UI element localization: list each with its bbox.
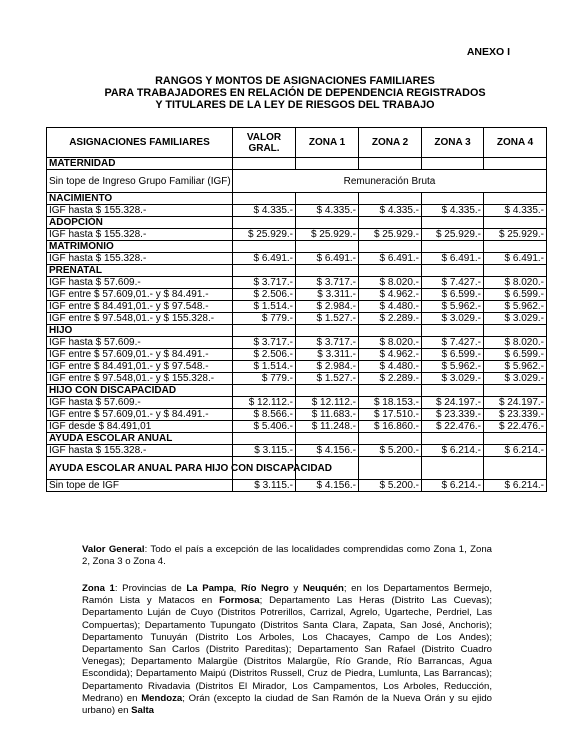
table-row: [47, 397, 547, 409]
value-cell: $ 11.248.-: [296, 421, 359, 433]
value-cell: $ 8.020.-: [359, 337, 422, 349]
column-header: VALOR GRAL.: [233, 128, 296, 158]
empty-cell: [422, 241, 484, 253]
value-cell: $ 8.020.-: [484, 337, 547, 349]
empty-cell: [422, 265, 484, 277]
row-label: IGF hasta $ 155.328.-: [47, 445, 233, 457]
table-row: [47, 361, 547, 373]
section-row: [47, 385, 547, 397]
value-cell: $ 25.929.-: [296, 229, 359, 241]
value-cell: $ 23.339.-: [484, 409, 547, 421]
empty-cell: [484, 457, 547, 480]
value-cell: $ 8.020.-: [484, 277, 547, 289]
section-label: MATERNIDAD: [47, 158, 233, 170]
row-label: IGF entre $ 84.491,01.- y $ 97.548.-: [47, 301, 233, 313]
note-text: ; en los Departamentos Bermejo, Ramón Lista y Matacos en: [82, 583, 492, 607]
place-name: Mendoza: [141, 692, 183, 704]
merged-value-cell: Remuneración Bruta: [233, 170, 547, 193]
value-cell: $ 25.929.-: [422, 229, 484, 241]
value-cell: $ 6.214.-: [422, 480, 484, 492]
value-cell: $ 1.514.-: [233, 361, 296, 373]
table-row: [47, 253, 547, 265]
empty-cell: [359, 241, 422, 253]
value-cell: $ 6.491.-: [422, 253, 484, 265]
empty-cell: [296, 433, 359, 445]
value-cell: $ 6.491.-: [359, 253, 422, 265]
empty-cell: [296, 385, 359, 397]
value-cell: $ 6.599.-: [422, 349, 484, 361]
value-cell: $ 22.476.-: [422, 421, 484, 433]
section-row: [47, 433, 547, 445]
value-cell: $ 4.335.-: [359, 205, 422, 217]
value-cell: $ 8.020.-: [359, 277, 422, 289]
value-cell: $ 24.197.-: [484, 397, 547, 409]
value-cell: $ 25.929.-: [359, 229, 422, 241]
value-cell: $ 6.599.-: [484, 349, 547, 361]
value-cell: $ 1.527.-: [296, 373, 359, 385]
empty-cell: [296, 325, 359, 337]
value-cell: $ 2.506.-: [233, 289, 296, 301]
value-cell: $ 7.427.-: [422, 277, 484, 289]
value-cell: $ 2.984.-: [296, 361, 359, 373]
table-row: [47, 409, 547, 421]
value-cell: $ 5.962.-: [484, 301, 547, 313]
empty-cell: [359, 457, 422, 480]
value-cell: $ 5.200.-: [359, 445, 422, 457]
empty-cell: [233, 325, 296, 337]
empty-cell: [484, 325, 547, 337]
value-cell: $ 2.289.-: [359, 373, 422, 385]
row-label: IGF entre $ 97.548,01.- y $ 155.328.-: [47, 373, 233, 385]
value-cell: $ 12.112.-: [296, 397, 359, 409]
table-row: [47, 337, 547, 349]
place-name: Río Negro: [240, 583, 289, 594]
value-cell: $ 7.427.-: [422, 337, 484, 349]
place-name: Formosa: [219, 595, 260, 607]
row-label: IGF hasta $ 155.328.-: [47, 229, 233, 241]
empty-cell: [484, 265, 547, 277]
value-cell: $ 1.527.-: [296, 313, 359, 325]
value-cell: $ 4.335.-: [484, 205, 547, 217]
document-title: [40, 75, 550, 111]
empty-cell: [359, 265, 422, 277]
annex-label: ANEXO I: [466, 46, 510, 58]
value-cell: $ 17.510.-: [359, 409, 422, 421]
title-line: RANGOS Y MONTOS DE ASIGNACIONES FAMILIARES: [155, 75, 435, 87]
empty-cell: [484, 193, 547, 205]
empty-cell: [296, 241, 359, 253]
section-label: HIJO CON DISCAPACIDAD: [47, 385, 233, 397]
value-cell: $ 5.962.-: [422, 361, 484, 373]
value-cell: $ 6.214.-: [484, 445, 547, 457]
value-cell: $ 4.962.-: [359, 349, 422, 361]
column-header: ZONA 2: [359, 128, 422, 158]
value-cell: $ 6.214.-: [484, 480, 547, 492]
empty-cell: [359, 217, 422, 229]
column-header: ZONA 3: [422, 128, 484, 158]
empty-cell: [484, 433, 547, 445]
value-cell: $ 3.717.-: [296, 277, 359, 289]
value-cell: $ 4.335.-: [422, 205, 484, 217]
value-cell: $ 2.506.-: [233, 349, 296, 361]
value-cell: $ 18.153.-: [359, 397, 422, 409]
empty-cell: [422, 325, 484, 337]
row-label: Sin tope de Ingreso Grupo Familiar (IGF): [47, 170, 233, 193]
empty-cell: [233, 193, 296, 205]
value-cell: $ 6.491.-: [484, 253, 547, 265]
value-cell: $ 4.962.-: [359, 289, 422, 301]
note-zona-1: [82, 583, 492, 717]
value-cell: $ 5.962.-: [422, 301, 484, 313]
section-label: AYUDA ESCOLAR ANUAL: [47, 433, 233, 445]
value-cell: $ 16.860.-: [359, 421, 422, 433]
value-cell: $ 779.-: [233, 373, 296, 385]
column-header: ZONA 1: [296, 128, 359, 158]
row-label: IGF entre $ 97.548,01.- y $ 155.328.-: [47, 313, 233, 325]
section-label: ADOPCIÓN: [47, 217, 233, 229]
place-name: La Pampa: [186, 583, 234, 594]
value-cell: $ 6.491.-: [296, 253, 359, 265]
section-row: [47, 325, 547, 337]
row-label: IGF hasta $ 57.609.-: [47, 337, 233, 349]
table-row: [47, 205, 547, 217]
empty-cell: [359, 325, 422, 337]
note-term: Zona 1: [82, 583, 115, 594]
column-header: ASIGNACIONES FAMILIARES: [47, 128, 233, 158]
value-cell: $ 3.029.-: [484, 313, 547, 325]
value-cell: $ 4.335.-: [296, 205, 359, 217]
empty-cell: [296, 265, 359, 277]
table-row: [47, 480, 547, 492]
row-label: IGF entre $ 57.609,01.- y $ 84.491.-: [47, 409, 233, 421]
row-label: IGF hasta $ 155.328.-: [47, 205, 233, 217]
empty-cell: [359, 385, 422, 397]
row-label: IGF desde $ 84.491,01: [47, 421, 233, 433]
table-row: [47, 301, 547, 313]
value-cell: $ 11.683.-: [296, 409, 359, 421]
value-cell: $ 3.311.-: [296, 349, 359, 361]
title-line: PARA TRABAJADORES EN RELACIÓN DE DEPENDENCIA REGISTRADOS: [104, 87, 486, 99]
value-cell: $ 3.115.-: [233, 480, 296, 492]
allowances-table: [46, 127, 547, 492]
section-row: [47, 265, 547, 277]
row-label: IGF hasta $ 57.609.-: [47, 277, 233, 289]
section-label: AYUDA ESCOLAR ANUAL PARA HIJO CON DISCAPACIDAD: [47, 457, 233, 480]
value-cell: $ 4.156.-: [296, 480, 359, 492]
empty-cell: [422, 385, 484, 397]
place-name: Neuquén: [302, 583, 344, 594]
empty-cell: [233, 385, 296, 397]
note-valor-general: [82, 544, 492, 568]
empty-cell: [422, 457, 484, 480]
empty-cell: [422, 217, 484, 229]
section-row: [47, 217, 547, 229]
section-label: HIJO: [47, 325, 233, 337]
note-text: y: [288, 583, 303, 594]
value-cell: $ 2.984.-: [296, 301, 359, 313]
row-label: Sin tope de IGF: [47, 480, 233, 492]
section-row: [47, 193, 547, 205]
value-cell: $ 24.197.-: [422, 397, 484, 409]
table-row: [47, 170, 547, 193]
table-row: [47, 421, 547, 433]
value-cell: $ 3.717.-: [233, 337, 296, 349]
empty-cell: [422, 433, 484, 445]
empty-cell: [233, 265, 296, 277]
value-cell: $ 4.480.-: [359, 301, 422, 313]
table-row: [47, 445, 547, 457]
value-cell: $ 25.929.-: [484, 229, 547, 241]
section-row: [47, 457, 547, 480]
table-row: [47, 277, 547, 289]
value-cell: $ 6.214.-: [422, 445, 484, 457]
row-label: IGF entre $ 84.491,01.- y $ 97.548.-: [47, 361, 233, 373]
table-row: [47, 289, 547, 301]
value-cell: $ 3.029.-: [484, 373, 547, 385]
row-label: IGF entre $ 57.609,01.- y $ 84.491.-: [47, 289, 233, 301]
empty-cell: [484, 241, 547, 253]
value-cell: $ 8.566.-: [233, 409, 296, 421]
empty-cell: [359, 433, 422, 445]
column-header: ZONA 4: [484, 128, 547, 158]
note-text: ,: [233, 583, 241, 594]
value-cell: $ 1.514.-: [233, 301, 296, 313]
value-cell: $ 12.112.-: [233, 397, 296, 409]
empty-cell: [484, 385, 547, 397]
value-cell: $ 5.962.-: [484, 361, 547, 373]
value-cell: $ 3.029.-: [422, 373, 484, 385]
note-term: Valor General: [82, 544, 145, 555]
value-cell: $ 23.339.-: [422, 409, 484, 421]
value-cell: $ 6.599.-: [484, 289, 547, 301]
empty-cell: [359, 193, 422, 205]
section-label: MATRIMONIO: [47, 241, 233, 253]
section-label: NACIMIENTO: [47, 193, 233, 205]
note-text: ; Orán (excepto la ciudad de San Ramón de la Nueva Orán y su ejido urbano) en: [82, 692, 492, 717]
value-cell: $ 5.200.-: [359, 480, 422, 492]
table-row: [47, 349, 547, 361]
note-text: : Provincias de: [114, 583, 187, 594]
section-row: [47, 241, 547, 253]
value-cell: $ 25.929.-: [233, 229, 296, 241]
table-row: [47, 229, 547, 241]
value-cell: $ 3.311.-: [296, 289, 359, 301]
table-row: [47, 313, 547, 325]
row-label: IGF entre $ 57.609,01.- y $ 84.491.-: [47, 349, 233, 361]
value-cell: $ 4.156.-: [296, 445, 359, 457]
value-cell: $ 6.599.-: [422, 289, 484, 301]
section-label: PRENATAL: [47, 265, 233, 277]
value-cell: $ 4.480.-: [359, 361, 422, 373]
value-cell: $ 5.406.-: [233, 421, 296, 433]
value-cell: $ 3.029.-: [422, 313, 484, 325]
empty-cell: [422, 193, 484, 205]
note-text: ; Departamento Las Heras (Distrito Las Cuevas); Departamento Luján de Cuyo (Distritos Potrerillos, Carrizal, Agrelo, Ugarteche, Perdriel, Las Compuertas); Departamento Tupungato (Distritos Santa Clara, Zapata, San José, Anchoris); Departamento Tunuyán (Distrito Los Arboles, Los Chacayes, Campo de Los Andes); Departamento San Carlos (Distrito Pareditas); Departamento San Rafael (Distrito Cuadro Venegas); Departamento Malargüe (Distritos Malargüe, Río Grande, Río Barrancas, Agua Escondida); Departamento Maipú (Distritos Russell, Cruz de Piedra, Lumlunta, Las Barrancas); Departamento Rivadavia (Distritos El Mirador, Los Campamentos, Los Arboles, Reducción, Medrano) en: [82, 595, 492, 704]
table-header-row: [47, 128, 547, 158]
value-cell: $ 3.115.-: [233, 445, 296, 457]
place-name: Salta: [131, 705, 155, 717]
empty-cell: [233, 217, 296, 229]
value-cell: $ 779.-: [233, 313, 296, 325]
empty-cell: [296, 217, 359, 229]
value-cell: $ 2.289.-: [359, 313, 422, 325]
empty-cell: [233, 241, 296, 253]
empty-cell: [233, 433, 296, 445]
empty-cell: [484, 217, 547, 229]
value-cell: $ 22.476.-: [484, 421, 547, 433]
value-cell: $ 6.491.-: [233, 253, 296, 265]
empty-cell: [296, 193, 359, 205]
value-cell: $ 4.335.-: [233, 205, 296, 217]
value-cell: $ 3.717.-: [233, 277, 296, 289]
row-label: IGF hasta $ 155.328.-: [47, 253, 233, 265]
note-text: : Todo el país a excepción de las localidades comprendidas como Zona 1, Zona 2, Zona 3 o Zona 4.: [82, 544, 493, 568]
value-cell: $ 3.717.-: [296, 337, 359, 349]
title-line: Y TITULARES DE LA LEY DE RIESGOS DEL TRABAJO: [155, 99, 435, 111]
section-row: [47, 158, 547, 170]
table-row: [47, 373, 547, 385]
row-label: IGF hasta $ 57.609.-: [47, 397, 233, 409]
